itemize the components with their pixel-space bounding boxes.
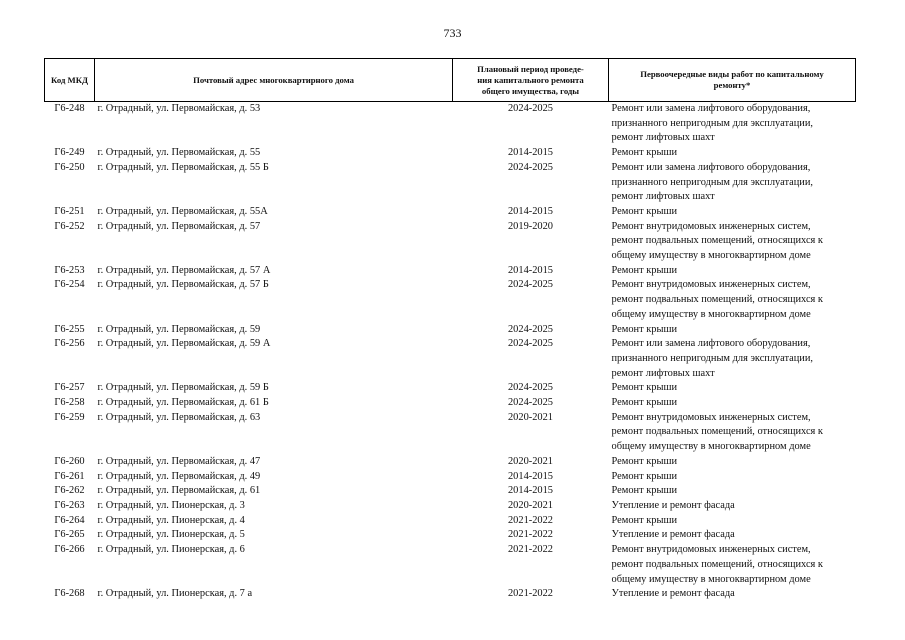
row-code: Г6-259 (54, 411, 85, 423)
table-header-row (45, 59, 856, 102)
row-code: Г6-264 (54, 514, 85, 526)
table-row (45, 528, 856, 543)
table-row (45, 323, 856, 338)
row-code: Г6-251 (54, 205, 85, 217)
row-works (609, 514, 856, 529)
row-address: г. Отрадный, ул. Первомайская, д. 53 (97, 103, 261, 114)
row-works-line: общему имуществу в многоквартирном доме (611, 308, 811, 320)
table-row (45, 484, 856, 499)
row-code: Г6-265 (54, 529, 85, 541)
row-works-line: общему имуществу в многоквартирном доме (611, 441, 811, 453)
row-address: г. Отрадный, ул. Первомайская, д. 59 Б (97, 382, 269, 394)
row-works-line: Ремонт крыши (611, 264, 678, 276)
table-row (45, 499, 856, 514)
row-code: Г6-249 (54, 147, 85, 159)
row-works-line: Утепление и ремонт фасада (611, 499, 735, 511)
table-row (45, 543, 856, 587)
row-works (609, 381, 856, 396)
row-period: 2020-2021 (507, 455, 554, 467)
row-address: г. Отрадный, ул. Пионерская, д. 4 (97, 514, 245, 526)
row-period: 2014-2015 (507, 147, 554, 159)
row-works (609, 484, 856, 499)
row-works-line: Ремонт или замена лифтового оборудования, (611, 161, 811, 173)
row-works (609, 411, 856, 455)
row-works (609, 396, 856, 411)
table-row (45, 205, 856, 220)
row-works-line: Ремонт внутридомовых инженерных систем, (611, 220, 811, 232)
header-code: Код МКД (45, 59, 95, 102)
table-row (45, 146, 856, 161)
row-code: Г6-254 (54, 279, 85, 291)
table-row (45, 278, 856, 322)
table-body (45, 102, 856, 602)
row-period: 2019-2020 (507, 220, 554, 232)
row-code: Г6-258 (54, 397, 85, 409)
table-row (45, 102, 856, 147)
row-address: г. Отрадный, ул. Первомайская, д. 61 (97, 485, 261, 497)
row-works-line: Ремонт или замена лифтового оборудования, (611, 103, 811, 114)
row-period: 2021-2022 (507, 588, 554, 600)
row-works (609, 587, 856, 602)
row-address: г. Отрадный, ул. Первомайская, д. 59 А (97, 338, 271, 350)
row-works-line: Ремонт внутридомовых инженерных систем, (611, 544, 811, 556)
table-row (45, 381, 856, 396)
row-works-line: ремонт подвальных помещений, относящихся к (611, 235, 823, 247)
row-address: г. Отрадный, ул. Первомайская, д. 55 (97, 147, 261, 159)
row-works (609, 161, 856, 205)
row-period: 2021-2022 (507, 514, 554, 526)
header-period-line: общего имущества, годы (481, 85, 580, 96)
row-works (609, 499, 856, 514)
row-code: Г6-261 (54, 470, 85, 482)
row-code: Г6-263 (54, 499, 85, 511)
row-works-line: Ремонт крыши (611, 397, 678, 409)
row-period: 2020-2021 (507, 499, 554, 511)
row-works-line: Ремонт крыши (611, 323, 678, 335)
table-row (45, 514, 856, 529)
row-works-line: Утепление и ремонт фасада (611, 588, 735, 600)
row-code: Г6-252 (54, 220, 85, 232)
row-works (609, 220, 856, 264)
row-works (609, 455, 856, 470)
row-address: г. Отрадный, ул. Пионерская, д. 6 (97, 544, 245, 556)
row-works-line: Утепление и ремонт фасада (611, 529, 735, 541)
table-row (45, 411, 856, 455)
table-row (45, 264, 856, 279)
row-works-line: Ремонт внутридомовых инженерных систем, (611, 411, 811, 423)
row-period: 2024-2025 (507, 397, 554, 409)
row-period: 2014-2015 (507, 264, 554, 276)
row-address: г. Отрадный, ул. Первомайская, д. 59 (97, 323, 261, 335)
header-works (609, 59, 856, 102)
row-address: г. Отрадный, ул. Пионерская, д. 5 (97, 529, 245, 541)
row-works (609, 470, 856, 485)
table-row (45, 220, 856, 264)
row-works-line: признанного непригодным для эксплуатации, (611, 176, 814, 188)
row-works-line: общему имуществу в многоквартирном доме (611, 573, 811, 585)
header-works-line: ремонту* (713, 80, 751, 90)
row-period: 2021-2022 (507, 529, 554, 541)
row-address: г. Отрадный, ул. Первомайская, д. 57 А (97, 264, 271, 276)
page-number: 733 (443, 26, 462, 40)
header-works-line: Первоочередные виды работ по капитальному (640, 69, 824, 79)
row-period: 2020-2021 (507, 411, 554, 423)
row-period: 2024-2025 (507, 338, 554, 350)
row-period: 2024-2025 (507, 279, 554, 291)
row-code: Г6-268 (54, 588, 85, 600)
row-works-line: Ремонт или замена лифтового оборудования, (611, 338, 811, 350)
row-address: г. Отрадный, ул. Пионерская, д. 7 а (97, 588, 253, 600)
row-code: Г6-260 (54, 455, 85, 467)
row-works-line: ремонт подвальных помещений, относящихся к (611, 558, 823, 570)
row-code: Г6-250 (54, 161, 85, 173)
row-works-line: ремонт лифтовых шахт (611, 367, 715, 379)
row-works-line: Ремонт крыши (611, 485, 678, 497)
row-address: г. Отрадный, ул. Первомайская, д. 57 (97, 220, 261, 232)
row-period: 2024-2025 (507, 161, 554, 173)
row-code: Г6-266 (54, 544, 85, 556)
row-address: г. Отрадный, ул. Первомайская, д. 63 (97, 411, 261, 423)
row-works-line: признанного непригодным для эксплуатации, (611, 352, 814, 364)
row-works (609, 543, 856, 587)
row-works-line: Ремонт крыши (611, 455, 678, 467)
capital-repair-table (44, 58, 856, 602)
row-works-line: признанного непригодным для эксплуатации, (611, 117, 814, 129)
table-row (45, 396, 856, 411)
row-period: 2014-2015 (507, 205, 554, 217)
row-works-line: Ремонт крыши (611, 514, 678, 526)
row-code: Г6-253 (54, 264, 85, 276)
row-code: Г6-256 (54, 338, 85, 350)
row-code: Г6-248 (54, 103, 85, 114)
row-works-line: ремонт лифтовых шахт (611, 191, 715, 203)
row-works-line: ремонт подвальных помещений, относящихся к (611, 294, 823, 306)
header-period-line: ния капитального ремонта (477, 74, 584, 85)
header-period (453, 59, 609, 102)
row-works (609, 146, 856, 161)
row-period: 2014-2015 (507, 485, 554, 497)
row-works (609, 205, 856, 220)
row-address: г. Отрадный, ул. Первомайская, д. 61 Б (97, 397, 269, 409)
row-works (609, 528, 856, 543)
row-period: 2021-2022 (507, 544, 554, 556)
row-works-line: ремонт лифтовых шахт (611, 132, 715, 144)
row-works (609, 337, 856, 381)
row-address: г. Отрадный, ул. Первомайская, д. 47 (97, 455, 261, 467)
row-address: г. Отрадный, ул. Первомайская, д. 57 Б (97, 279, 269, 291)
row-address: г. Отрадный, ул. Первомайская, д. 49 (97, 470, 261, 482)
row-works (609, 278, 856, 322)
row-code: Г6-257 (54, 382, 85, 394)
row-address: г. Отрадный, ул. Первомайская, д. 55 Б (97, 161, 269, 173)
row-works (609, 323, 856, 338)
header-period-line: Плановый период проведе- (477, 63, 584, 74)
header-address: Почтовый адрес многоквартирного дома (95, 59, 453, 102)
row-code: Г6-262 (54, 485, 85, 497)
row-works-line: Ремонт крыши (611, 382, 678, 394)
table-row (45, 587, 856, 602)
row-address: г. Отрадный, ул. Пионерская, д. 3 (97, 499, 245, 511)
row-works-line: Ремонт крыши (611, 205, 678, 217)
row-works-line: ремонт подвальных помещений, относящихся к (611, 426, 823, 438)
row-works (609, 264, 856, 279)
row-period: 2024-2025 (507, 103, 554, 114)
table-row (45, 455, 856, 470)
table-row (45, 161, 856, 205)
row-works-line: общему имуществу в многоквартирном доме (611, 250, 811, 262)
row-period: 2024-2025 (507, 323, 554, 335)
table-row (45, 470, 856, 485)
row-code: Г6-255 (54, 323, 85, 335)
row-works-line: Ремонт крыши (611, 470, 678, 482)
row-works-line: Ремонт крыши (611, 147, 678, 159)
row-period: 2024-2025 (507, 382, 554, 394)
row-address: г. Отрадный, ул. Первомайская, д. 55А (97, 205, 268, 217)
row-period: 2014-2015 (507, 470, 554, 482)
row-works-line: Ремонт внутридомовых инженерных систем, (611, 279, 811, 291)
row-works (609, 102, 856, 147)
table-row (45, 337, 856, 381)
